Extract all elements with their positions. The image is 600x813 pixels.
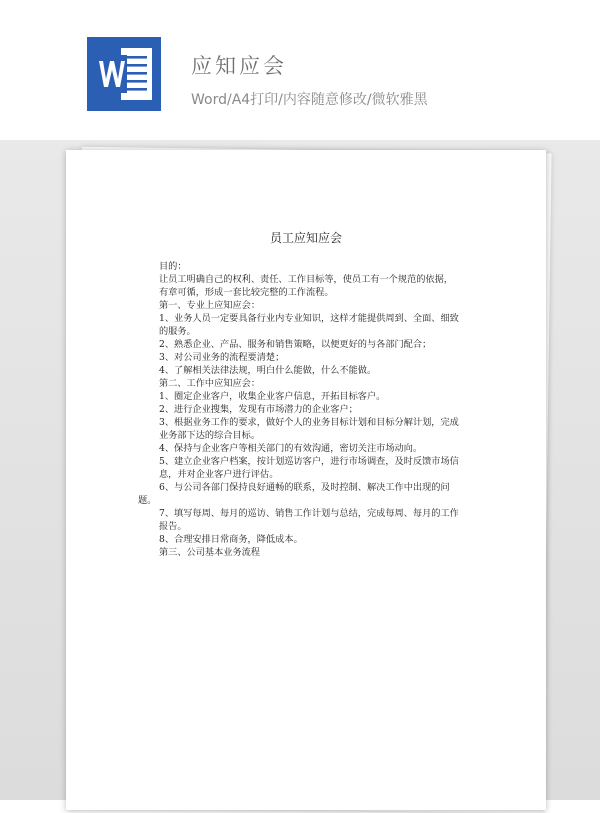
document-line: 8、合理安排日常商务，降低成本。 xyxy=(159,534,303,545)
header xyxy=(0,0,600,140)
word-icon xyxy=(87,37,161,111)
document-line: 的服务。 xyxy=(159,326,196,337)
document-line: 5、建立企业客户档案，按计划巡访客户，进行市场调查，及时反馈市场信 xyxy=(159,456,459,467)
document-line: 4、保持与企业客户等相关部门的有效沟通，密切关注市场动向。 xyxy=(159,443,423,454)
document-line: 息，并对企业客户进行评估。 xyxy=(159,469,279,480)
page-title: 应知应会 xyxy=(191,54,287,78)
document-line: 目的： xyxy=(159,261,187,272)
document-line: 第三、公司基本业务流程 xyxy=(159,547,261,558)
document-line: 让员工明确自己的权利、责任、工作目标等，使员工有一个规范的依据， xyxy=(159,274,453,285)
document-line: 报告。 xyxy=(159,521,187,532)
document-line: 2、进行企业搜集，发现有市场潜力的企业客户； xyxy=(159,404,358,415)
document-title: 员工应知应会 xyxy=(269,231,342,245)
document-line: 6、与公司各部门保持良好通畅的联系，及时控制、解决工作中出现的问 xyxy=(159,482,450,493)
document-line: 7、填写每周、每月的巡访、销售工作计划与总结，完成每周、每月的工作 xyxy=(159,508,459,519)
document-line: 有章可循，形成一套比较完整的工作流程。 xyxy=(159,287,334,298)
document-line: 4、了解相关法律法规，明白什么能做，什么不能做。 xyxy=(159,365,377,376)
page-subtitle: Word/A4打印/内容随意修改/微软雅黑 xyxy=(191,92,428,108)
document-line: 题。 xyxy=(138,495,157,506)
document-line: 第二、工作中应知应会： xyxy=(159,378,261,389)
document-page xyxy=(66,150,546,810)
document-line: 2、熟悉企业、产品、服务和销售策略，以便更好的与各部门配合； xyxy=(159,339,432,350)
document-line: 3、对公司业务的流程要清楚； xyxy=(159,352,285,363)
document-line: 1、圈定企业客户，收集企业客户信息，开拓目标客户。 xyxy=(159,391,386,402)
document-line: 第一、专业上应知应会： xyxy=(159,300,261,311)
document-line: 1、业务人员一定要具备行业内专业知识，这样才能提供周到、全面、细致 xyxy=(159,313,459,324)
document-line: 业务部下达的综合目标。 xyxy=(159,430,261,441)
document-line: 3、根据业务工作的要求，做好个人的业务目标计划和目标分解计划，完成 xyxy=(159,417,459,428)
